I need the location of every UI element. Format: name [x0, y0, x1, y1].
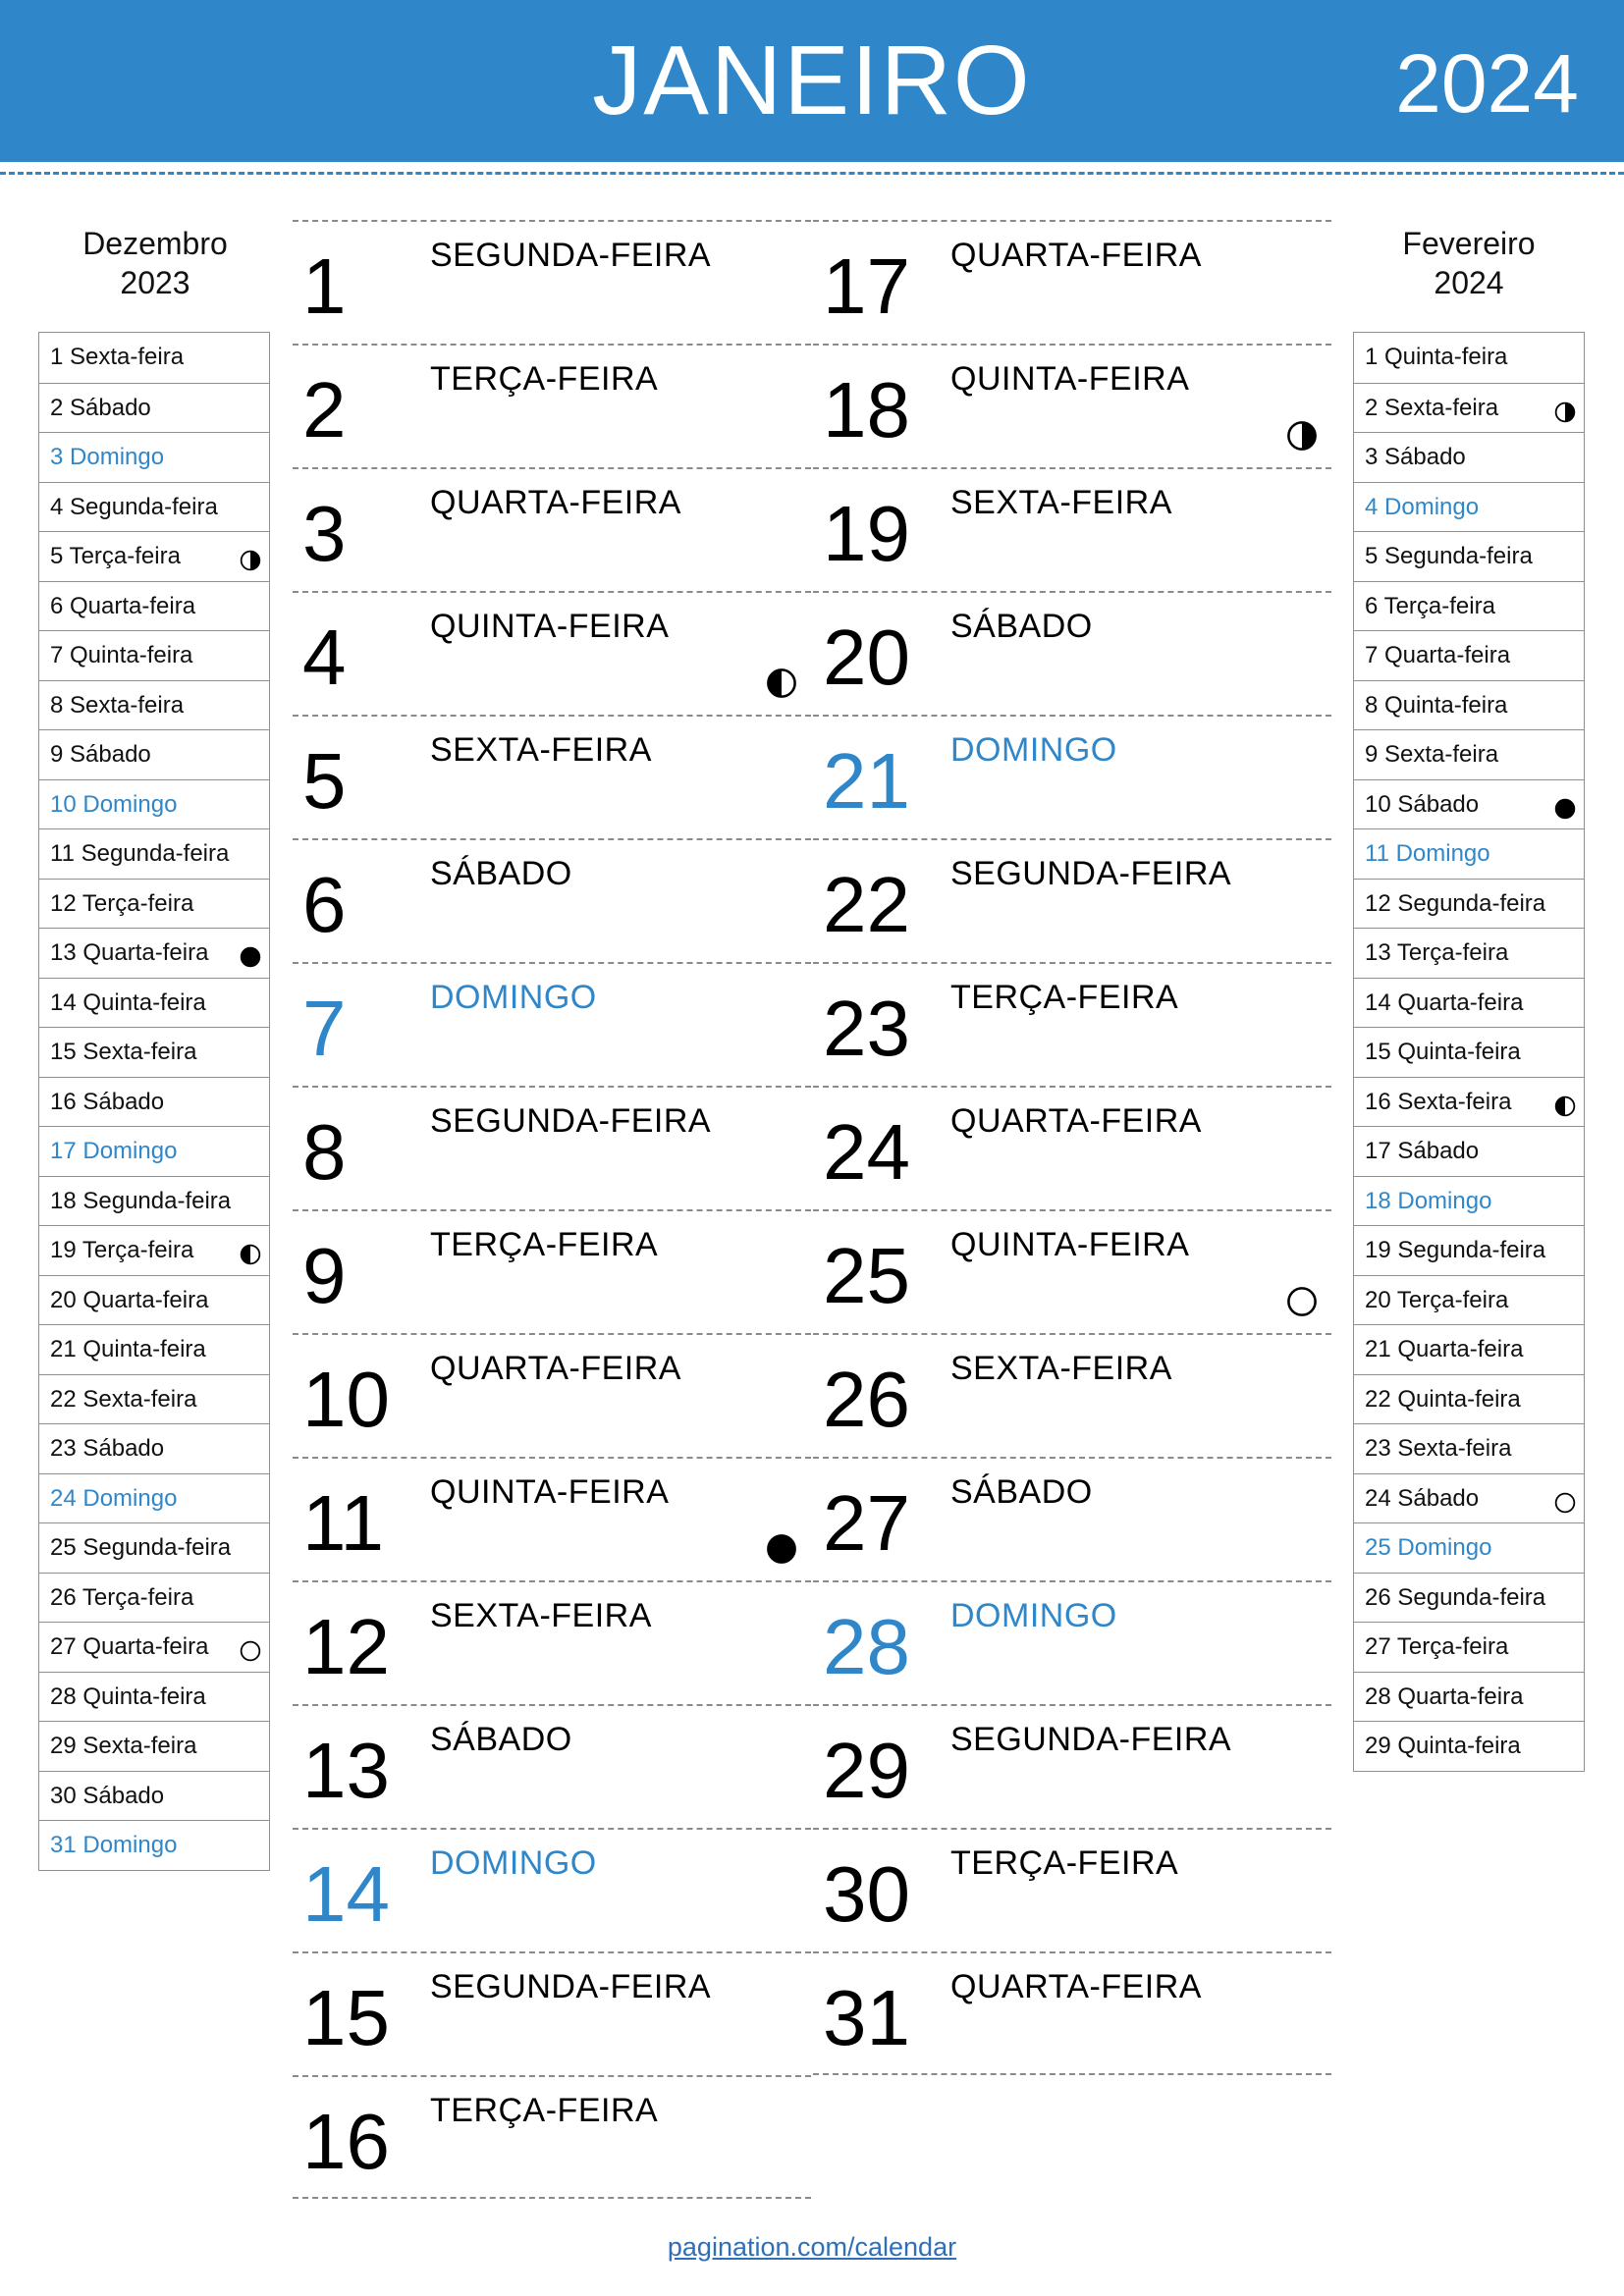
side-day-row	[1354, 680, 1584, 730]
side-day-label: 2 Sexta-feira	[1365, 394, 1499, 421]
day-name: TERÇA-FEIRA	[430, 360, 659, 398]
day-number: 16	[302, 2098, 390, 2185]
side-day-row	[39, 1672, 269, 1722]
side-day-label: 5 Terça-feira	[50, 543, 181, 569]
day-number: 3	[302, 490, 347, 577]
side-day-label: 12 Terça-feira	[50, 889, 194, 917]
side-day-row	[1354, 779, 1584, 829]
day-number: 12	[302, 1603, 390, 1690]
side-day-row	[39, 729, 269, 779]
side-day-row	[39, 1820, 269, 1870]
side-day-row	[39, 1771, 269, 1821]
day-name: QUINTA-FEIRA	[950, 360, 1190, 398]
day-name: SEXTA-FEIRA	[430, 1597, 652, 1634]
side-day-row	[39, 1126, 269, 1176]
side-day-label: 28 Quarta-feira	[1365, 1682, 1524, 1710]
header-divider	[0, 172, 1624, 175]
side-day-label: 13 Terça-feira	[1365, 939, 1509, 966]
side-day-row	[39, 1622, 269, 1672]
side-day-label: 20 Quarta-feira	[50, 1286, 209, 1313]
day-cell	[293, 1828, 811, 1951]
day-number: 22	[823, 861, 910, 948]
day-cell	[813, 344, 1331, 467]
side-day-row	[39, 978, 269, 1028]
side-day-row	[1354, 1374, 1584, 1424]
day-number: 5	[302, 737, 347, 825]
day-name: TERÇA-FEIRA	[950, 979, 1179, 1016]
year-title: 2024	[1395, 37, 1579, 130]
day-name: TERÇA-FEIRA	[430, 1226, 659, 1263]
side-day-row	[1354, 928, 1584, 978]
month-title: JANEIRO	[592, 26, 1032, 135]
side-day-label: 21 Quarta-feira	[1365, 1336, 1524, 1362]
side-day-label: 26 Terça-feira	[50, 1583, 194, 1611]
side-day-label: 5 Segunda-feira	[1365, 543, 1533, 569]
day-name: SÁBADO	[950, 1473, 1093, 1511]
side-day-row	[39, 630, 269, 680]
side-day-label: 11 Segunda-feira	[50, 840, 230, 867]
day-name: DOMINGO	[950, 1597, 1117, 1634]
side-day-label: 12 Segunda-feira	[1365, 889, 1546, 917]
day-cell	[293, 838, 811, 962]
side-day-row	[39, 1077, 269, 1127]
next-month-year: 2024	[1434, 265, 1504, 300]
side-day-row	[39, 333, 269, 383]
side-day-label: 25 Domingo	[1365, 1534, 1492, 1561]
side-day-row	[1354, 978, 1584, 1028]
day-cell	[293, 962, 811, 1086]
side-day-label: 6 Terça-feira	[1365, 592, 1495, 619]
full-moon-icon	[1286, 1286, 1318, 1317]
side-day-row	[39, 1423, 269, 1473]
day-number: 11	[302, 1479, 385, 1567]
side-day-label: 8 Quinta-feira	[1365, 691, 1508, 719]
side-day-row	[1354, 482, 1584, 532]
day-cell	[813, 715, 1331, 838]
day-number: 18	[823, 366, 910, 454]
side-day-row	[1354, 1522, 1584, 1573]
last-quarter-moon-icon	[1554, 1095, 1576, 1117]
first-quarter-moon-icon	[1286, 420, 1318, 452]
side-day-row	[1354, 383, 1584, 433]
side-day-label: 29 Quinta-feira	[1365, 1733, 1521, 1759]
side-day-row	[39, 1176, 269, 1226]
side-day-label: 9 Sexta-feira	[1365, 741, 1499, 768]
side-day-label: 23 Sexta-feira	[1365, 1435, 1512, 1462]
day-name: SEGUNDA-FEIRA	[950, 855, 1232, 892]
side-day-label: 24 Domingo	[50, 1484, 178, 1512]
day-number: 23	[823, 985, 910, 1072]
full-moon-icon	[240, 1640, 261, 1662]
day-number: 31	[823, 1974, 910, 2061]
side-day-row	[1354, 630, 1584, 680]
day-number: 7	[302, 985, 347, 1072]
day-cell	[813, 1086, 1331, 1209]
last-quarter-moon-icon	[240, 1244, 261, 1265]
side-day-row	[1354, 1573, 1584, 1623]
side-day-label: 30 Sábado	[50, 1782, 165, 1809]
last-quarter-moon-icon	[766, 667, 797, 699]
side-day-row	[1354, 1423, 1584, 1473]
day-number: 14	[302, 1850, 390, 1938]
side-day-row	[1354, 1721, 1584, 1771]
side-day-label: 11 Domingo	[1365, 840, 1490, 867]
side-day-label: 23 Sábado	[50, 1435, 165, 1462]
side-day-label: 17 Sábado	[1365, 1138, 1480, 1164]
new-moon-icon	[1554, 798, 1576, 820]
side-day-row	[1354, 1176, 1584, 1226]
prev-month-name: Dezembro	[82, 226, 228, 261]
side-day-label: 18 Domingo	[1365, 1187, 1492, 1214]
side-day-label: 29 Sexta-feira	[50, 1733, 197, 1759]
day-cell	[813, 1828, 1331, 1951]
side-day-row	[39, 383, 269, 433]
day-cell	[813, 1704, 1331, 1828]
day-number: 1	[302, 242, 347, 330]
side-day-label: 22 Quinta-feira	[1365, 1385, 1521, 1413]
day-cell	[813, 591, 1331, 715]
day-cell	[813, 467, 1331, 591]
side-day-label: 28 Quinta-feira	[50, 1682, 206, 1710]
day-name: QUINTA-FEIRA	[430, 608, 670, 645]
day-name: SEGUNDA-FEIRA	[430, 1102, 712, 1140]
day-cell	[293, 1457, 811, 1580]
day-name: QUARTA-FEIRA	[950, 1102, 1202, 1140]
side-day-label: 10 Domingo	[50, 790, 178, 818]
day-number: 2	[302, 366, 347, 454]
side-day-row	[39, 779, 269, 829]
day-number: 17	[823, 242, 910, 330]
side-day-row	[1354, 531, 1584, 581]
day-cell	[813, 838, 1331, 962]
side-day-row	[39, 1573, 269, 1623]
day-name: DOMINGO	[430, 979, 597, 1016]
side-day-row	[1354, 1027, 1584, 1077]
side-day-row	[39, 482, 269, 532]
day-cell	[293, 1580, 811, 1704]
side-day-row	[1354, 432, 1584, 482]
new-moon-icon	[766, 1533, 797, 1565]
side-day-row	[39, 1473, 269, 1523]
side-day-label: 8 Sexta-feira	[50, 691, 185, 719]
side-day-label: 4 Domingo	[1365, 493, 1480, 520]
side-day-label: 17 Domingo	[50, 1138, 178, 1164]
day-number: 13	[302, 1727, 390, 1814]
side-day-label: 2 Sábado	[50, 394, 151, 421]
next-month-title	[1353, 224, 1585, 302]
side-day-row	[1354, 1077, 1584, 1127]
day-name: SEXTA-FEIRA	[950, 484, 1172, 521]
day-name: SÁBADO	[430, 855, 572, 892]
day-name: SÁBADO	[950, 608, 1093, 645]
side-day-label: 15 Quinta-feira	[1365, 1039, 1521, 1065]
days-column-1	[293, 220, 811, 2199]
side-day-row	[1354, 879, 1584, 929]
side-day-label: 27 Quarta-feira	[50, 1633, 209, 1660]
day-number: 27	[823, 1479, 910, 1567]
day-cell	[293, 1704, 811, 1828]
side-day-row	[1354, 1324, 1584, 1374]
side-day-row	[1354, 333, 1584, 383]
day-cell	[293, 715, 811, 838]
side-day-row	[39, 879, 269, 929]
side-day-label: 6 Quarta-feira	[50, 592, 196, 619]
day-cell	[813, 1951, 1331, 2075]
day-name: SEGUNDA-FEIRA	[430, 1968, 712, 2005]
day-cell	[293, 1951, 811, 2075]
first-quarter-moon-icon	[1554, 401, 1576, 423]
first-quarter-moon-icon	[240, 550, 261, 571]
day-cell	[813, 220, 1331, 344]
day-name: QUINTA-FEIRA	[950, 1226, 1190, 1263]
day-cell	[293, 1086, 811, 1209]
side-day-label: 20 Terça-feira	[1365, 1286, 1509, 1313]
day-cell	[293, 220, 811, 344]
day-number: 10	[302, 1356, 390, 1443]
side-day-label: 14 Quinta-feira	[50, 988, 206, 1016]
day-name: SEGUNDA-FEIRA	[430, 237, 712, 274]
side-day-label: 19 Segunda-feira	[1365, 1237, 1546, 1263]
day-name: QUARTA-FEIRA	[430, 1350, 681, 1387]
side-day-label: 7 Quinta-feira	[50, 642, 193, 668]
side-day-label: 26 Segunda-feira	[1365, 1583, 1546, 1611]
side-day-label: 18 Segunda-feira	[50, 1187, 232, 1214]
day-name: QUARTA-FEIRA	[950, 1968, 1202, 2005]
side-day-label: 25 Segunda-feira	[50, 1534, 232, 1561]
side-day-label: 4 Segunda-feira	[50, 493, 218, 520]
day-number: 6	[302, 861, 347, 948]
next-month-day-list	[1353, 332, 1585, 1772]
side-day-label: 27 Terça-feira	[1365, 1633, 1509, 1660]
side-day-row	[39, 531, 269, 581]
side-day-label: 31 Domingo	[50, 1832, 178, 1858]
side-day-label: 21 Quinta-feira	[50, 1336, 206, 1362]
day-number: 9	[302, 1232, 347, 1319]
day-number: 21	[823, 737, 910, 825]
side-day-row	[1354, 1622, 1584, 1672]
day-number: 24	[823, 1108, 910, 1196]
side-day-row	[1354, 1672, 1584, 1722]
day-number: 19	[823, 490, 910, 577]
side-day-label: 3 Sábado	[1365, 444, 1466, 470]
day-cell	[813, 1333, 1331, 1457]
day-number: 8	[302, 1108, 347, 1196]
day-name: SEXTA-FEIRA	[950, 1350, 1172, 1387]
day-name: DOMINGO	[950, 731, 1117, 769]
day-number: 4	[302, 614, 347, 701]
side-day-row	[1354, 729, 1584, 779]
side-day-row	[39, 1324, 269, 1374]
day-name: TERÇA-FEIRA	[430, 2092, 659, 2129]
side-day-label: 7 Quarta-feira	[1365, 642, 1511, 668]
side-day-label: 16 Sexta-feira	[1365, 1088, 1512, 1115]
side-day-row	[39, 1225, 269, 1275]
side-day-label: 1 Quinta-feira	[1365, 344, 1508, 370]
day-cell	[813, 1457, 1331, 1580]
day-number: 28	[823, 1603, 910, 1690]
day-cell	[813, 1580, 1331, 1704]
side-day-label: 19 Terça-feira	[50, 1237, 194, 1263]
side-day-row	[1354, 828, 1584, 879]
side-day-row	[1354, 1126, 1584, 1176]
day-cell	[293, 467, 811, 591]
side-day-label: 13 Quarta-feira	[50, 939, 209, 966]
next-month-name: Fevereiro	[1402, 226, 1536, 261]
side-day-label: 9 Sábado	[50, 741, 151, 768]
side-day-row	[39, 680, 269, 730]
day-number: 20	[823, 614, 910, 701]
day-cell	[293, 2075, 811, 2199]
days-column-2	[813, 220, 1331, 2075]
day-name: DOMINGO	[430, 1844, 597, 1882]
prev-month-year: 2023	[120, 265, 190, 300]
day-name: SEXTA-FEIRA	[430, 731, 652, 769]
prev-month-title	[39, 224, 271, 302]
side-day-label: 1 Sexta-feira	[50, 344, 185, 370]
side-day-row	[1354, 1225, 1584, 1275]
side-day-label: 3 Domingo	[50, 444, 165, 470]
side-day-label: 16 Sábado	[50, 1088, 165, 1115]
day-name: QUARTA-FEIRA	[430, 484, 681, 521]
new-moon-icon	[240, 946, 261, 968]
prev-month-day-list	[38, 332, 270, 1871]
side-day-row	[39, 432, 269, 482]
day-number: 26	[823, 1356, 910, 1443]
side-day-row	[1354, 581, 1584, 631]
day-cell	[293, 344, 811, 467]
day-number: 25	[823, 1232, 910, 1319]
side-day-label: 24 Sábado	[1365, 1484, 1480, 1512]
side-day-row	[39, 1522, 269, 1573]
side-day-label: 14 Quarta-feira	[1365, 988, 1524, 1016]
footer-link[interactable]: pagination.com/calendar	[667, 2232, 957, 2262]
day-number: 30	[823, 1850, 910, 1938]
calendar-header	[0, 0, 1624, 162]
day-number: 29	[823, 1727, 910, 1814]
side-day-label: 10 Sábado	[1365, 790, 1480, 818]
side-day-row	[39, 928, 269, 978]
side-day-row	[39, 1721, 269, 1771]
day-name: QUARTA-FEIRA	[950, 237, 1202, 274]
side-day-row	[39, 581, 269, 631]
side-day-row	[39, 1027, 269, 1077]
day-cell	[293, 1209, 811, 1333]
day-name: QUINTA-FEIRA	[430, 1473, 670, 1511]
day-name: SEGUNDA-FEIRA	[950, 1721, 1232, 1758]
day-cell	[813, 1209, 1331, 1333]
day-cell	[293, 591, 811, 715]
side-day-row	[1354, 1473, 1584, 1523]
side-day-label: 15 Sexta-feira	[50, 1039, 197, 1065]
side-day-label: 22 Sexta-feira	[50, 1385, 197, 1413]
day-name: SÁBADO	[430, 1721, 572, 1758]
day-cell	[293, 1333, 811, 1457]
side-day-row	[39, 828, 269, 879]
side-day-row	[39, 1374, 269, 1424]
full-moon-icon	[1554, 1492, 1576, 1514]
day-cell	[813, 962, 1331, 1086]
side-day-row	[1354, 1275, 1584, 1325]
side-day-row	[39, 1275, 269, 1325]
day-number: 15	[302, 1974, 390, 2061]
day-name: TERÇA-FEIRA	[950, 1844, 1179, 1882]
